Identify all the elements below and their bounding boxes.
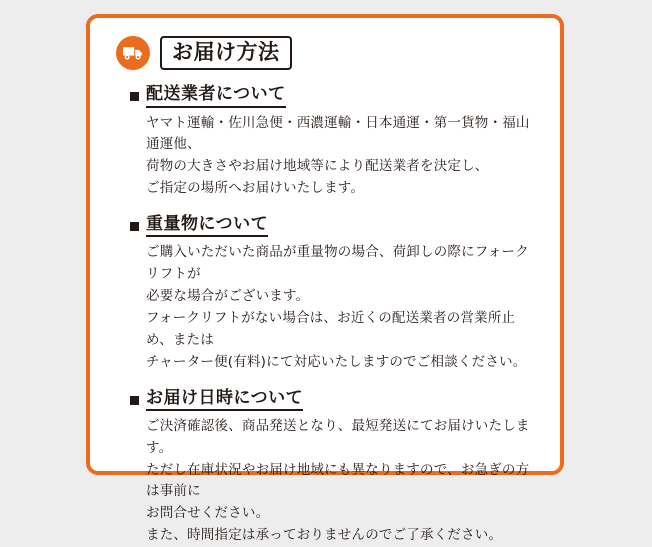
body-line: ご購入いただいた商品が重量物の場合、荷卸しの際にフォークリフトが	[146, 244, 529, 283]
section-heading	[130, 84, 538, 107]
body-line: フォークリフトがない場合は、お近くの配送業者の営業所止め、または	[146, 309, 516, 348]
body-line: 必要な場合がございます。	[146, 288, 310, 305]
square-bullet-icon	[130, 396, 139, 405]
page-title: お届け方法	[160, 36, 292, 70]
square-bullet-icon	[130, 92, 139, 101]
body-line: ご指定の場所へお届けいたします。	[146, 180, 365, 197]
shipping-info-card	[86, 14, 564, 544]
card-header	[116, 36, 538, 70]
body-line: ヤマト運輸・佐川急便・西濃運輸・日本通運・第一貨物・福山通運他、	[146, 114, 530, 153]
section-body	[146, 242, 532, 373]
section-body	[146, 416, 532, 547]
body-line: お問合せください。	[146, 505, 270, 522]
section-title: お届け日時について	[146, 388, 303, 411]
square-bullet-icon	[130, 222, 139, 231]
body-line: 荷物の大きさやお届け地域等により配送業者を決定し、	[146, 158, 489, 175]
section-heavy-items	[112, 214, 538, 374]
section-delivery-datetime	[112, 388, 538, 547]
body-line: チャーター便(有料)にて対応いたしますのでご相談ください。	[146, 353, 527, 370]
section-shipping-carriers	[112, 84, 538, 200]
body-line: また、時間指定は承っておりませんのでご了承ください。	[146, 527, 503, 544]
section-heading	[130, 388, 538, 411]
delivery-truck-icon	[116, 36, 150, 70]
body-line: ご決済確認後、商品発送となり、最短発送にてお届けいたします。	[146, 417, 530, 456]
section-body	[146, 113, 532, 200]
section-title: 重量物について	[146, 214, 268, 237]
section-heading	[130, 214, 538, 237]
section-title: 配送業者について	[146, 84, 286, 107]
body-line: ただし在庫状況やお届け地域にも異なりますので、お急ぎの方は事前に	[146, 461, 530, 500]
